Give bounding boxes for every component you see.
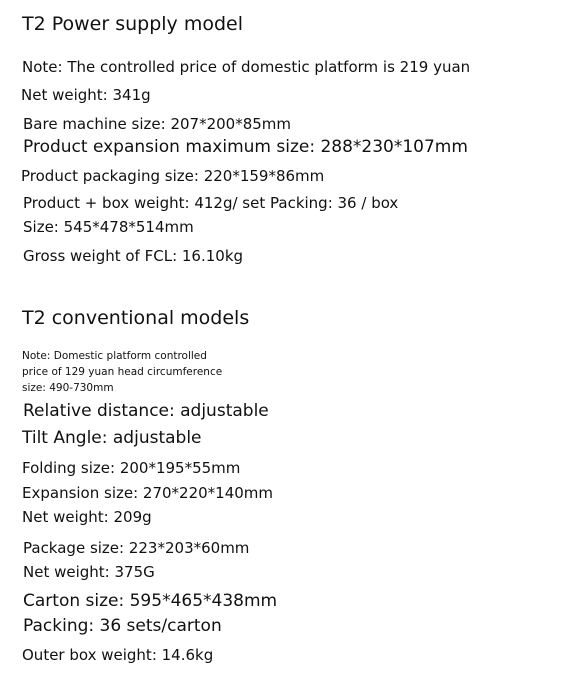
conventional-carton-size: Carton size: 595*465*438mm [23, 591, 278, 611]
conventional-relative-distance: Relative distance: adjustable [23, 401, 269, 421]
conventional-packing: Packing: 36 sets/carton [23, 616, 222, 636]
power-supply-carton-size: Size: 545*478*514mm [23, 218, 194, 236]
conventional-expansion-size: Expansion size: 270*220*140mm [22, 484, 274, 502]
conventional-folding-size: Folding size: 200*195*55mm [22, 459, 241, 477]
power-supply-expansion-size: Product expansion maximum size: 288*230*107mm [23, 137, 468, 157]
power-supply-net-weight: Net weight: 341g [21, 86, 151, 104]
conventional-tilt-angle: Tilt Angle: adjustable [22, 428, 202, 448]
power-supply-box-weight: Product + box weight: 412g/ set Packing: 36 / box [23, 194, 399, 212]
power-supply-gross-weight: Gross weight of FCL: 16.10kg [23, 247, 244, 265]
power-supply-bare-size: Bare machine size: 207*200*85mm [23, 115, 292, 133]
conventional-outer-box-weight: Outer box weight: 14.6kg [22, 646, 214, 664]
conventional-package-size: Package size: 223*203*60mm [23, 539, 250, 557]
conventional-package-weight: Net weight: 375G [23, 563, 155, 581]
conventional-net-weight: Net weight: 209g [22, 508, 152, 526]
conventional-note-line-2: price of 129 yuan head circumference [22, 366, 223, 378]
power-supply-packaging-size: Product packaging size: 220*159*86mm [21, 167, 325, 185]
conventional-title: T2 conventional models [22, 307, 250, 329]
power-supply-price-note: Note: The controlled price of domestic platform is 219 yuan [22, 58, 471, 76]
conventional-note-line-1: Note: Domestic platform controlled [22, 350, 207, 362]
conventional-note-line-3: size: 490-730mm [22, 382, 114, 394]
power-supply-title: T2 Power supply model [22, 13, 244, 35]
